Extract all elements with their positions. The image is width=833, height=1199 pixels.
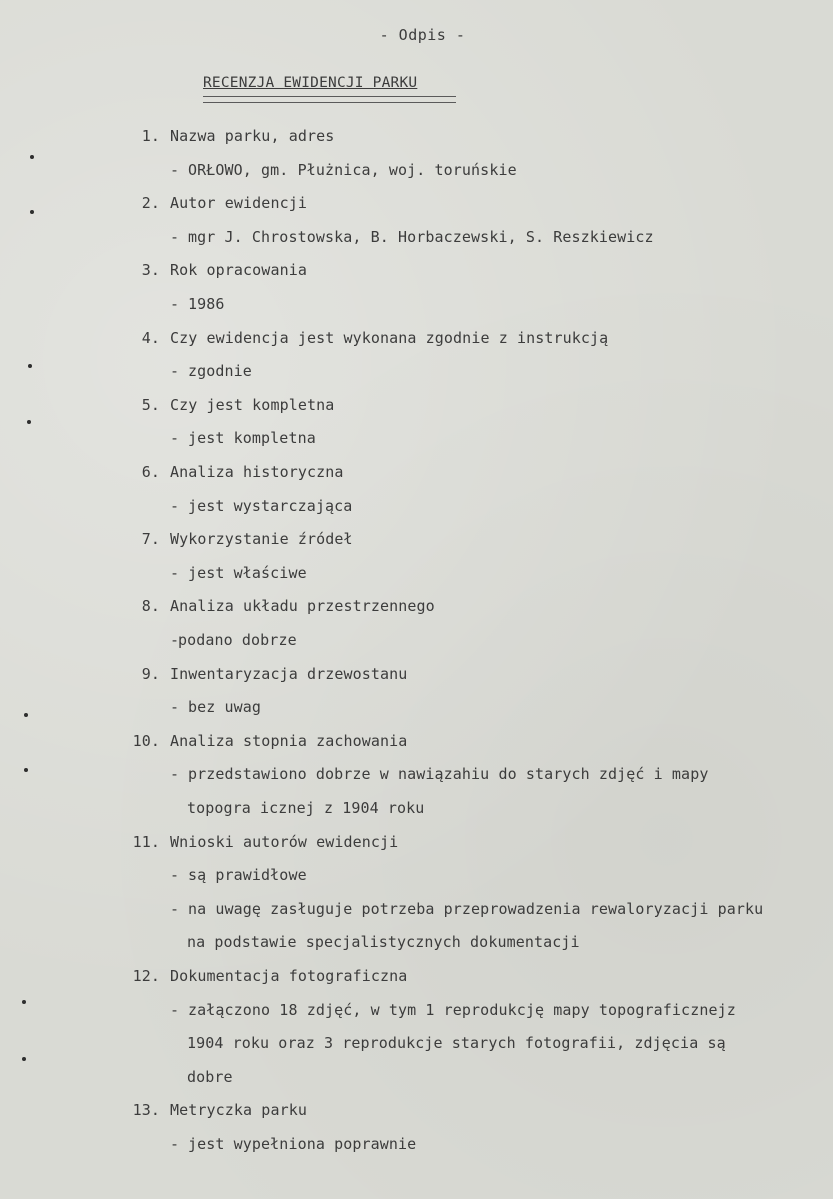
item-answer: załączono 18 zdjęć, w tym 1 reprodukcję mapy topograficznejz bbox=[188, 1000, 736, 1019]
answer-dash: - bbox=[170, 765, 180, 784]
item-answer: topogra icznej z 1904 roku bbox=[187, 799, 425, 817]
item-answer: jest wypełniona poprawnie bbox=[188, 1135, 417, 1153]
answer-dash: - bbox=[170, 496, 180, 515]
margin-dot bbox=[22, 1057, 26, 1061]
item-question: Nazwa parku, adres bbox=[170, 127, 335, 145]
item-number: 5. bbox=[141, 395, 160, 414]
answer-dash: - bbox=[170, 295, 180, 313]
item-number: 6. bbox=[141, 463, 160, 481]
answer-dash: - bbox=[170, 866, 180, 885]
item-question: Dokumentacja fotograficzna bbox=[170, 967, 408, 985]
answer-dash: - bbox=[170, 563, 180, 582]
answer-dash: - bbox=[170, 1135, 180, 1153]
item-answer: jest wystarczająca bbox=[188, 496, 353, 515]
answer-dash: - bbox=[170, 698, 180, 717]
item-answer: mgr J. Chrostowska, B. Horbaczewski, S. Reszkiewicz bbox=[188, 227, 654, 246]
margin-dot bbox=[28, 364, 32, 368]
answer-dash: - bbox=[170, 362, 180, 381]
item-number: 13. bbox=[132, 1101, 160, 1120]
item-answer: 1904 roku oraz 3 reprodukcje starych fotografii, zdjęcia są bbox=[187, 1034, 726, 1053]
item-answer: zgodnie bbox=[188, 362, 252, 381]
item-question: Czy jest kompletna bbox=[170, 395, 335, 414]
margin-dot bbox=[27, 420, 31, 424]
margin-dot bbox=[30, 210, 34, 214]
margin-dot bbox=[24, 713, 28, 717]
answer-dash: - bbox=[170, 1000, 180, 1019]
item-question: Rok opracowania bbox=[170, 261, 307, 280]
answer-dash: - bbox=[170, 631, 180, 649]
item-number: 1. bbox=[141, 127, 160, 145]
item-question: Analiza stopnia zachowania bbox=[170, 731, 408, 750]
title-double-underline bbox=[203, 96, 456, 103]
item-number: 9. bbox=[141, 664, 160, 683]
answer-dash: - bbox=[170, 429, 180, 448]
item-question: Inwentaryzacja drzewostanu bbox=[170, 664, 408, 683]
item-answer: na uwagę zasługuje potrzeba przeprowadzenia rewaloryzacji parku bbox=[188, 899, 764, 918]
item-answer: ORŁOWO, gm. Płużnica, woj. toruńskie bbox=[188, 160, 517, 179]
item-question: Analiza układu przestrzennego bbox=[170, 597, 435, 616]
item-number: 10. bbox=[132, 731, 160, 750]
item-question: Wnioski autorów ewidencji bbox=[170, 832, 399, 851]
answer-dash: - bbox=[170, 899, 180, 918]
margin-dot bbox=[22, 1000, 26, 1004]
document-header: - Odpis - bbox=[379, 26, 466, 44]
item-number: 3. bbox=[141, 261, 160, 280]
item-number: 8. bbox=[141, 597, 160, 616]
item-answer: 1986 bbox=[188, 295, 225, 313]
answer-dash: - bbox=[170, 160, 180, 179]
item-question: Metryczka parku bbox=[170, 1101, 307, 1120]
item-number: 7. bbox=[141, 530, 160, 549]
answer-dash: - bbox=[170, 227, 180, 246]
item-answer: na podstawie specjalistycznych dokumentacji bbox=[187, 933, 580, 952]
item-answer: są prawidłowe bbox=[188, 866, 307, 885]
item-number: 12. bbox=[132, 967, 160, 985]
item-question: Wykorzystanie źródeł bbox=[170, 530, 353, 549]
item-answer: przedstawiono dobrze w nawiązahiu do starych zdjęć i mapy bbox=[188, 765, 709, 784]
margin-dot bbox=[30, 155, 34, 159]
item-question: Analiza historyczna bbox=[170, 463, 344, 481]
document-title: RECENZJA EWIDENCJI PARKU bbox=[203, 75, 418, 91]
item-answer: bez uwag bbox=[188, 698, 262, 717]
item-question: Autor ewidencji bbox=[170, 194, 307, 213]
item-answer: jest kompletna bbox=[188, 429, 316, 448]
item-answer: dobre bbox=[187, 1067, 233, 1086]
margin-dot bbox=[24, 768, 28, 772]
item-answer: podano dobrze bbox=[178, 631, 297, 649]
item-number: 11. bbox=[132, 832, 160, 851]
item-question: Czy ewidencja jest wykonana zgodnie z instrukcją bbox=[170, 328, 609, 347]
item-answer: jest właściwe bbox=[188, 563, 307, 582]
item-number: 4. bbox=[141, 328, 160, 347]
item-number: 2. bbox=[141, 194, 160, 213]
